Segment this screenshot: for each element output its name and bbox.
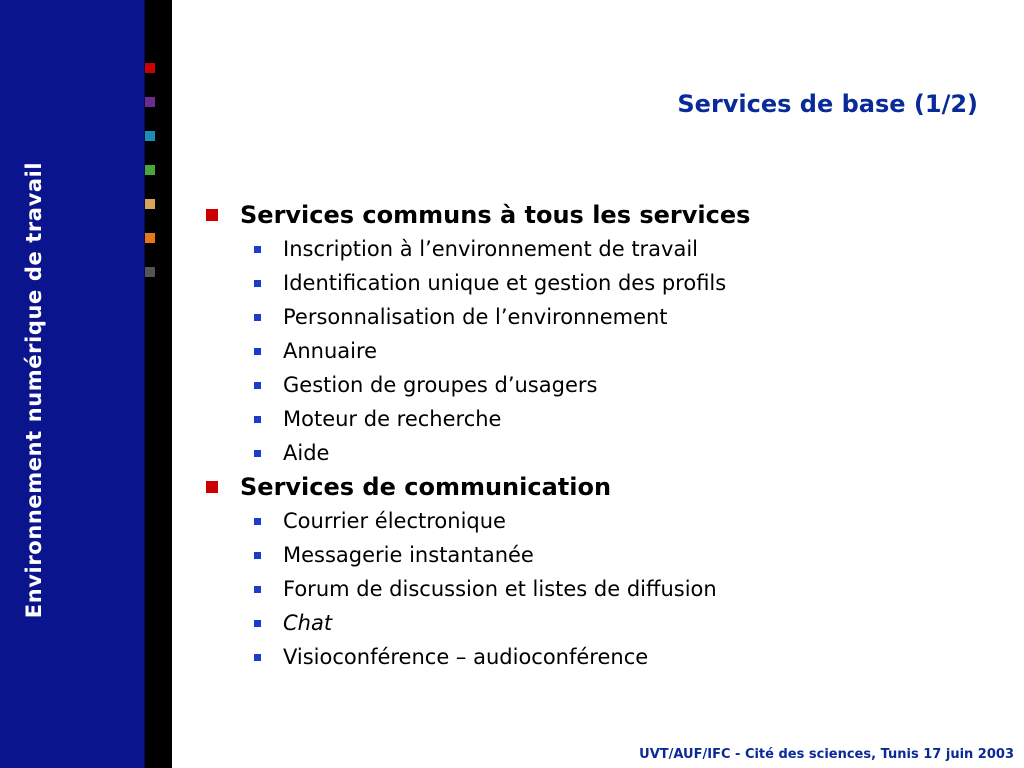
list-item <box>204 368 1004 402</box>
section-heading <box>204 470 1004 504</box>
list-item-text: Inscription à l’environnement de travail <box>283 237 699 261</box>
list-item-text: Personnalisation de l’environnement <box>283 305 668 329</box>
list-item-text: Aide <box>283 441 330 465</box>
list-item <box>204 436 1004 470</box>
list-item <box>204 606 1004 640</box>
list-item-text: Forum de discussion et listes de diffusion <box>283 577 717 601</box>
small-square-bullet-icon <box>254 314 261 321</box>
small-square-bullet-icon <box>254 280 261 287</box>
color-swatch-purple <box>145 97 155 107</box>
small-square-bullet-icon <box>254 620 261 627</box>
list-item <box>204 538 1004 572</box>
list-item <box>204 334 1004 368</box>
sidebar-title: Environnement numérique de travail <box>22 161 46 619</box>
slide-content <box>204 198 1004 674</box>
list-item-text: Moteur de recherche <box>283 407 502 431</box>
list-item-text: Messagerie instantanée <box>283 543 534 567</box>
color-swatch-teal <box>145 131 155 141</box>
section-heading-text: Services de communication <box>240 473 612 501</box>
list-item <box>204 572 1004 606</box>
list-item <box>204 266 1004 300</box>
section-heading <box>204 198 1004 232</box>
footer-text: UVT/AUF/IFC - Cité des sciences, Tunis 17 juin 2003 <box>639 747 1014 762</box>
color-swatch-tan <box>145 199 155 209</box>
color-swatch-gray <box>145 267 155 277</box>
list-item-text: Gestion de groupes d’usagers <box>283 373 598 397</box>
list-item <box>204 402 1004 436</box>
sidebar-divider-band <box>145 0 172 768</box>
small-square-bullet-icon <box>254 552 261 559</box>
list-item <box>204 300 1004 334</box>
small-square-bullet-icon <box>254 382 261 389</box>
section-heading-text: Services communs à tous les services <box>240 201 751 229</box>
list-item-text: Chat <box>283 611 333 635</box>
page-title: Services de base (1/2) <box>677 90 978 118</box>
small-square-bullet-icon <box>254 416 261 423</box>
list-item <box>204 504 1004 538</box>
list-item <box>204 640 1004 674</box>
color-swatch-orange <box>145 233 155 243</box>
color-swatch-green <box>145 165 155 175</box>
list-item-text: Annuaire <box>283 339 378 363</box>
color-swatch-red <box>145 63 155 73</box>
small-square-bullet-icon <box>254 348 261 355</box>
list-item <box>204 232 1004 266</box>
square-bullet-icon <box>206 481 218 493</box>
section-common-services <box>204 198 1004 470</box>
small-square-bullet-icon <box>254 518 261 525</box>
square-bullet-icon <box>206 209 218 221</box>
small-square-bullet-icon <box>254 246 261 253</box>
small-square-bullet-icon <box>254 450 261 457</box>
small-square-bullet-icon <box>254 586 261 593</box>
list-item-text: Visioconférence – audioconférence <box>283 645 649 669</box>
section-communication-services <box>204 470 1004 674</box>
small-square-bullet-icon <box>254 654 261 661</box>
sidebar-panel <box>0 0 145 768</box>
list-item-text: Courrier électronique <box>283 509 506 533</box>
list-item-text: Identification unique et gestion des profils <box>283 271 727 295</box>
